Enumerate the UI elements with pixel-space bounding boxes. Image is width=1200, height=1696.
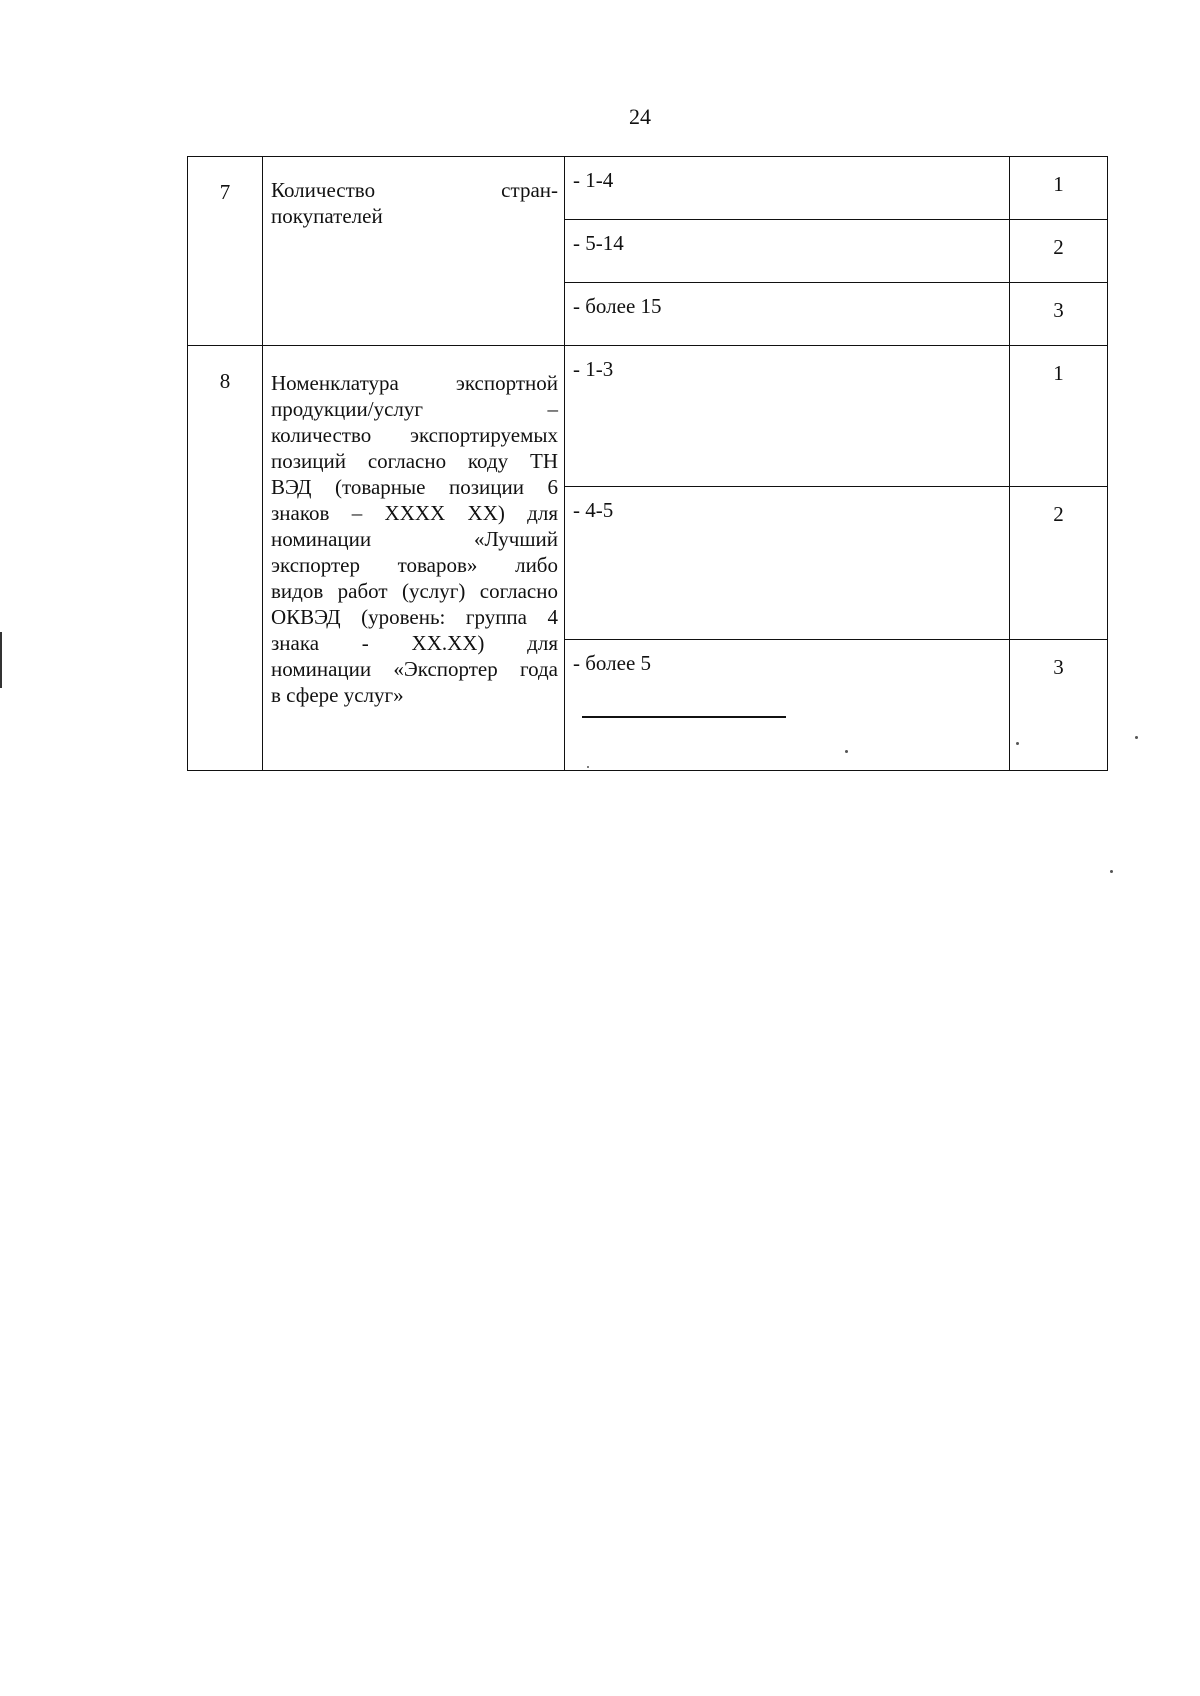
scan-speck — [845, 750, 848, 753]
option-score: 3 — [1010, 640, 1108, 771]
scan-margin-mark — [0, 632, 2, 688]
option-score: 2 — [1010, 220, 1108, 283]
criterion-line: экспортер товаров» либо — [271, 553, 558, 577]
option-range: - более 5 — [565, 640, 1010, 771]
option-score: 3 — [1010, 283, 1108, 346]
criterion-line: Количество стран- — [271, 178, 558, 202]
scan-speck — [1110, 870, 1113, 873]
criterion-line: Номенклатура экспортной — [271, 371, 558, 395]
option-range: - 1-3 — [565, 346, 1010, 487]
scan-speck — [1135, 736, 1138, 739]
criterion-line: видов работ (услуг) согласно — [271, 579, 558, 603]
criteria-table — [187, 156, 1108, 771]
option-score: 1 — [1010, 346, 1108, 487]
criterion-line: ВЭД (товарные позиции 6 — [271, 475, 558, 499]
criterion-description — [263, 157, 565, 346]
criterion-line: номинации «Лучший — [271, 527, 558, 551]
criterion-line: знаков – XXXX XX) для — [271, 501, 558, 525]
criterion-number: 7 — [188, 157, 263, 346]
option-range: - более 15 — [565, 283, 1010, 346]
scan-speck — [1016, 742, 1019, 745]
criterion-line: номинации «Экспортер года — [271, 657, 558, 681]
criterion-description — [263, 346, 565, 771]
table-row — [188, 346, 1108, 487]
end-of-document-rule — [582, 716, 786, 718]
criterion-line: продукции/услуг – — [271, 397, 558, 421]
criterion-line: знака - XX.XX) для — [271, 631, 558, 655]
option-range: - 4-5 — [565, 487, 1010, 640]
option-score: 1 — [1010, 157, 1108, 220]
option-range: - 1-4 — [565, 157, 1010, 220]
option-score: 2 — [1010, 487, 1108, 640]
criterion-line: позиций согласно коду ТН — [271, 449, 558, 473]
table-row — [188, 157, 1108, 220]
criterion-number: 8 — [188, 346, 263, 771]
criterion-line: покупателей — [271, 204, 383, 228]
criterion-line: количество экспортируемых — [271, 423, 558, 447]
criterion-line: ОКВЭД (уровень: группа 4 — [271, 605, 558, 629]
page-number: 24 — [629, 104, 651, 129]
criterion-line: в сфере услуг» — [271, 683, 404, 707]
option-range: - 5-14 — [565, 220, 1010, 283]
scan-speck — [587, 766, 589, 768]
